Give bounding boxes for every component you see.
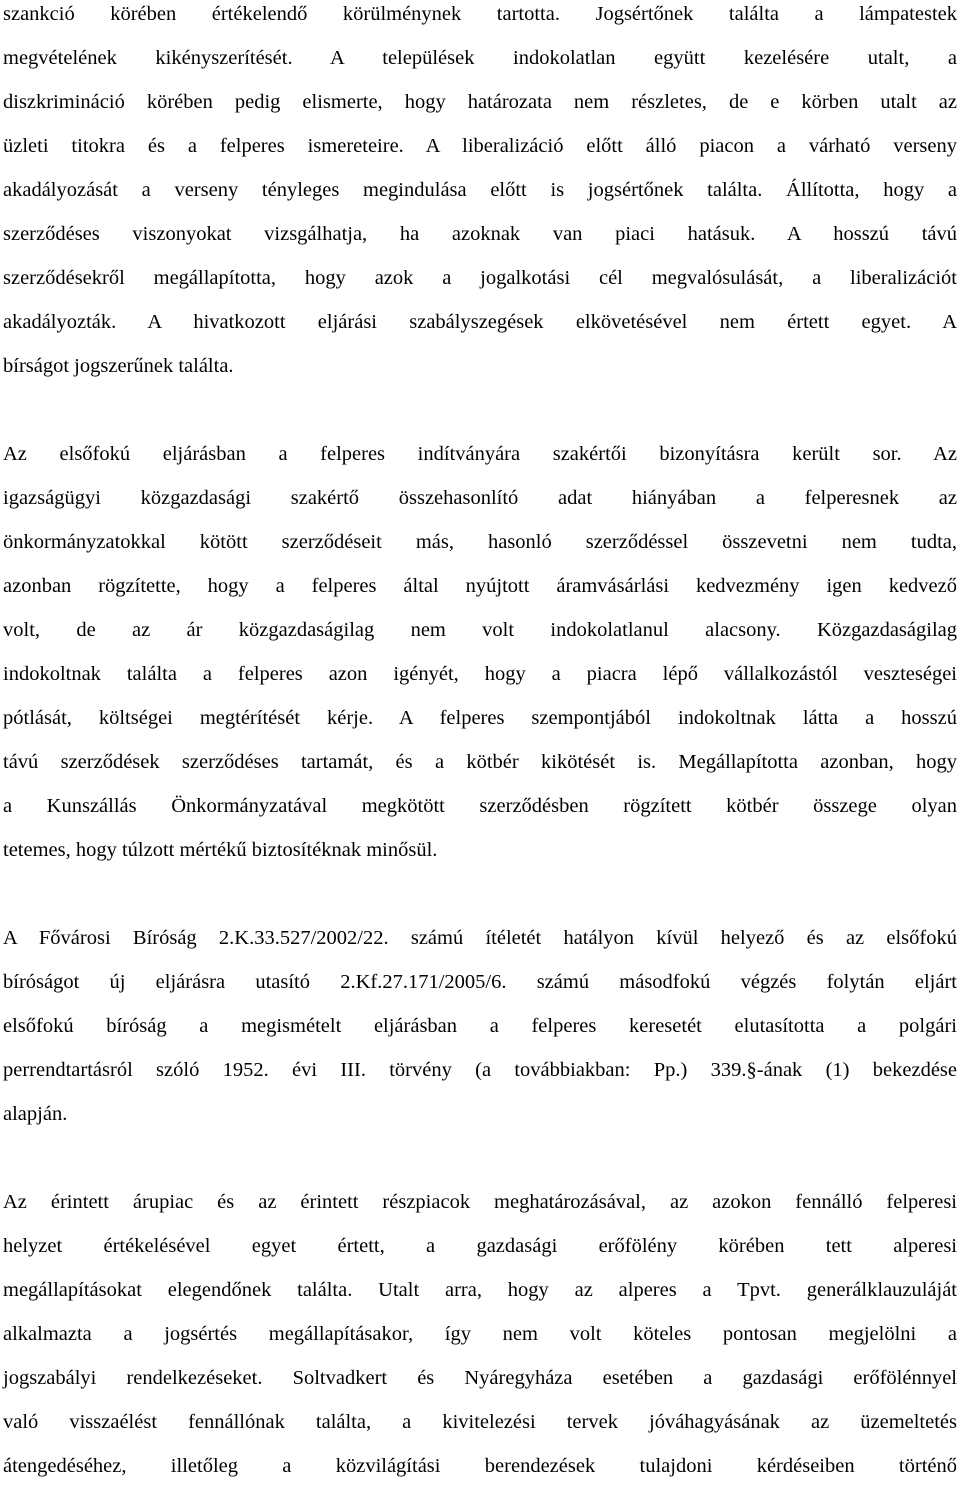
text-line: távú szerződések szerződéses tartamát, és a kötbér kikötését is. Megállapította azonban, hogy <box>3 751 957 773</box>
text-line: akadályozását a verseny tényleges megindulása előtt is jogsértőnek találta. Állította, hogy a <box>3 179 957 201</box>
text-line: A Fővárosi Bíróság 2.K.33.527/2002/22. számú ítéletét hatályon kívül helyező és az elsőfokú <box>3 927 957 949</box>
paragraph-spacer <box>3 1136 957 1180</box>
text-line: jogszabályi rendelkezéseket. Soltvadkert és Nyáregyháza esetében a gazdasági erőfölénnyel <box>3 1367 957 1389</box>
text-line: alapján. <box>3 1103 68 1125</box>
text-line: Az elsőfokú eljárásban a felperes indítványára szakértői bizonyításra került sor. Az <box>3 443 957 465</box>
text-line: diszkrimináció körében pedig elismerte, hogy határozata nem részletes, de e körben utalt az <box>3 91 957 113</box>
text-line: elsőfokú bíróság a megismételt eljárásban a felperes keresetét elutasította a polgári <box>3 1015 957 1037</box>
text-line: alkalmazta a jogsértés megállapításakor, így nem volt köteles pontosan megjelölni a <box>3 1323 957 1345</box>
paragraph-4 <box>3 1180 957 1488</box>
text-line: megvételének kikényszerítését. A települések indokolatlan együtt kezelésére utalt, a <box>3 47 957 69</box>
paragraph-2 <box>3 432 957 872</box>
text-line: helyzet értékelésével egyet értett, a gazdasági erőfölény körében tett alperesi <box>3 1235 957 1257</box>
text-line: Az érintett árupiac és az érintett részpiacok meghatározásával, az azokon fennálló felperesi <box>3 1191 957 1213</box>
text-line: indokoltnak találta a felperes azon igényét, hogy a piacra lépő vállalkozástól veszteségei <box>3 663 957 685</box>
text-line: önkormányzatokkal kötött szerződéseit más, hasonló szerződéssel összevetni nem tudta, <box>3 531 957 553</box>
paragraph-spacer <box>3 872 957 916</box>
text-line: üzleti titokra és a felperes ismereteire. A liberalizáció előtt álló piacon a várható verseny <box>3 135 957 157</box>
text-line: megállapításokat elegendőnek találta. Utalt arra, hogy az alperes a Tpvt. generálklauzuláját <box>3 1279 957 1301</box>
paragraph-spacer <box>3 388 957 432</box>
paragraph-1 <box>3 0 957 388</box>
text-line: perrendtartásról szóló 1952. évi III. törvény (a továbbiakban: Pp.) 339.§-ának (1) bekezdése <box>3 1059 957 1081</box>
text-line: akadályozták. A hivatkozott eljárási szabályszegések elkövetésével nem értett egyet. A <box>3 311 957 333</box>
text-line: szankció körében értékelendő körülménynek tartotta. Jogsértőnek találta a lámpatestek <box>3 3 957 25</box>
text-line: átengedéséhez, illetőleg a közvilágítási berendezések tulajdoni kérdéseiben történő <box>3 1455 957 1477</box>
text-line: azonban rögzítette, hogy a felperes által nyújtott áramvásárlási kedvezmény igen kedvező <box>3 575 957 597</box>
text-line: a Kunszállás Önkormányzatával megkötött szerződésben rögzített kötbér összege olyan <box>3 795 957 817</box>
text-line: szerződéses viszonyokat vizsgálhatja, ha azoknak van piaci hatásuk. A hosszú távú <box>3 223 957 245</box>
text-line: tetemes, hogy túlzott mértékű biztosítéknak minősül. <box>3 839 438 861</box>
text-line: volt, de az ár közgazdaságilag nem volt indokolatlanul alacsony. Közgazdaságilag <box>3 619 957 641</box>
text-line: bírságot jogszerűnek találta. <box>3 355 234 377</box>
text-line: való visszaélést fennállónak találta, a kivitelezési tervek jóváhagyásának az üzemeltetés <box>3 1411 957 1433</box>
document-page <box>3 0 957 1488</box>
text-line: bíróságot új eljárásra utasító 2.Kf.27.171/2005/6. számú másodfokú végzés folytán eljárt <box>3 971 957 993</box>
text-line: pótlását, költségei megtérítését kérje. A felperes szempontjából indokoltnak látta a hosszú <box>3 707 957 729</box>
text-line: igazságügyi közgazdasági szakértő összehasonlító adat hiányában a felperesnek az <box>3 487 957 509</box>
text-line: szerződésekről megállapította, hogy azok a jogalkotási cél megvalósulását, a liberalizációt <box>3 267 957 289</box>
paragraph-3 <box>3 916 957 1136</box>
